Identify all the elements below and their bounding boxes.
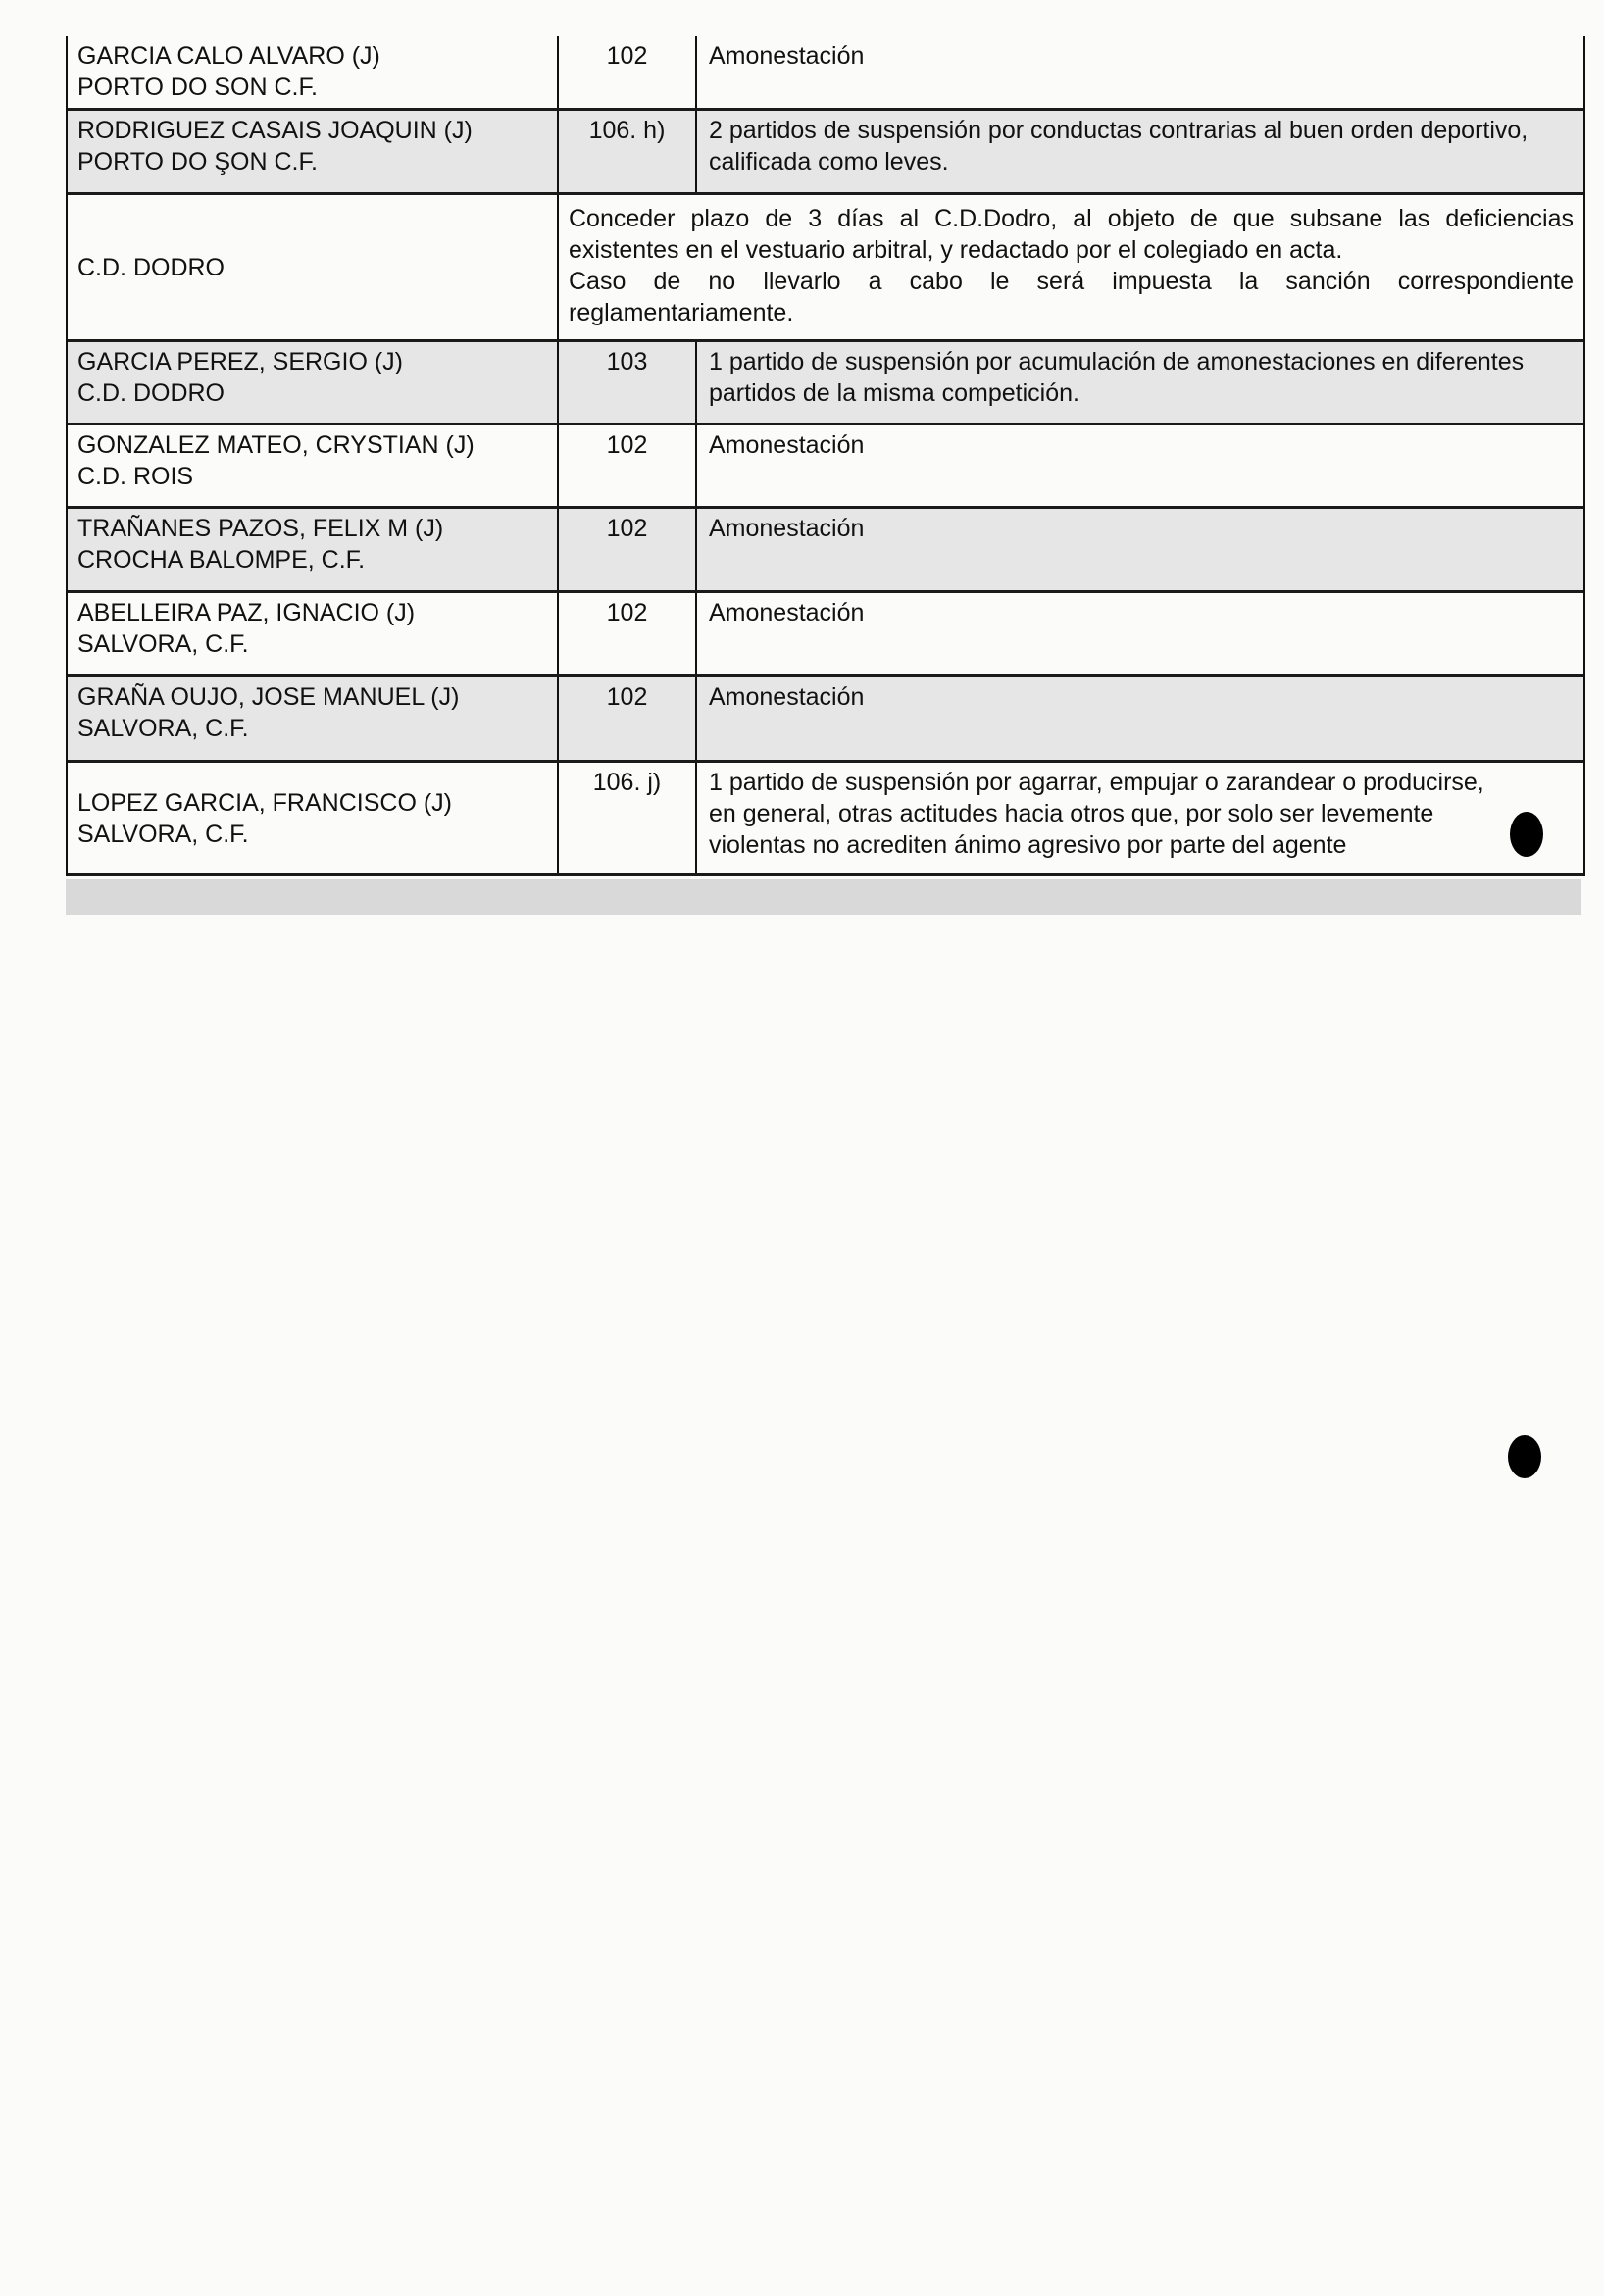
article-cell: 103 [559,342,697,423]
sanction-cell: Amonestación [709,431,865,459]
player-cell [68,593,559,674]
resolution-text: Conceder plazo de 3 días al C.D.Dodro, al objeto de que subsane las deficiencias existentes en el vestuario arbitral, y redactado por el colegiado en acta. [569,205,1574,264]
club-name: C.D. DODRO [77,253,225,281]
table-row [68,195,1583,342]
player-name: RODRIGUEZ CASAIS JOAQUIN (J) [77,117,473,144]
club-name: C.D. ROIS [77,463,194,490]
player-cell [68,677,559,760]
player-cell [68,342,559,423]
resolution-cell [559,195,1583,339]
player-cell [68,763,559,873]
club-name: SALVORA, C.F. [77,630,249,658]
player-name: GRAÑA OUJO, JOSE MANUEL (J) [77,683,460,711]
sanction-cell: Amonestación [709,42,865,70]
club-name: C.D. DODRO [77,379,225,407]
club-name: PORTO DO ŞON C.F. [77,148,318,175]
club-name: SALVORA, C.F. [77,715,249,742]
player-name: ABELLEIRA PAZ, IGNACIO (J) [77,599,416,626]
player-name: GARCIA PEREZ, SERGIO (J) [77,348,403,375]
table-row [68,425,1583,509]
article-cell: 102 [559,593,697,674]
player-cell [68,509,559,590]
player-name: GARCIA CALO ALVARO (J) [77,42,380,70]
player-name: TRAÑANES PAZOS, FELIX M (J) [77,515,444,542]
table-row [68,763,1583,876]
club-cell [68,195,559,339]
article-cell: 106. j) [559,763,697,873]
table-row [68,677,1583,763]
table-row [68,593,1583,677]
player-name: GONZALEZ MATEO, CRYSTIAN (J) [77,431,475,459]
punch-hole-mark [1508,1435,1541,1478]
table-row [68,509,1583,593]
punch-hole-mark [1510,812,1543,857]
sanction-cell: Amonestación [709,683,865,711]
player-cell [68,36,559,108]
table-row [68,111,1583,195]
player-cell [68,425,559,506]
article-cell: 106. h) [559,111,697,192]
table-row [68,36,1583,111]
sanction-cell: 1 partido de suspensión por acumulación de amonestaciones en diferentes partidos de la misma competición. [709,348,1525,407]
sanction-cell: Amonestación [709,599,865,626]
article-cell: 102 [559,425,697,506]
club-name: CROCHA BALOMPE, C.F. [77,546,366,574]
table-row [68,342,1583,425]
sanction-cell: Amonestación [709,515,865,542]
article-cell: 102 [559,509,697,590]
article-cell: 102 [559,677,697,760]
player-cell [68,111,559,192]
resolution-text: Caso de no llevarlo a cabo le será impuesta la sanción correspondiente reglamentariamente. [569,268,1574,326]
sanction-cell: 2 partidos de suspensión por conductas contrarias al buen orden deportivo, calificada como leves. [709,117,1529,175]
gray-band [66,879,1581,915]
sanctions-table [66,36,1585,876]
player-name: LOPEZ GARCIA, FRANCISCO (J) [77,788,452,817]
article-cell: 102 [559,36,697,108]
club-name: SALVORA, C.F. [77,820,249,848]
club-name: PORTO DO SON C.F. [77,74,318,101]
sanction-cell: 1 partido de suspensión por agarrar, empujar o zarandear o producirse, en general, otras actitudes hacia otros que, por solo ser levemente violentas no acrediten ánimo agresivo por parte del agente [709,769,1484,859]
